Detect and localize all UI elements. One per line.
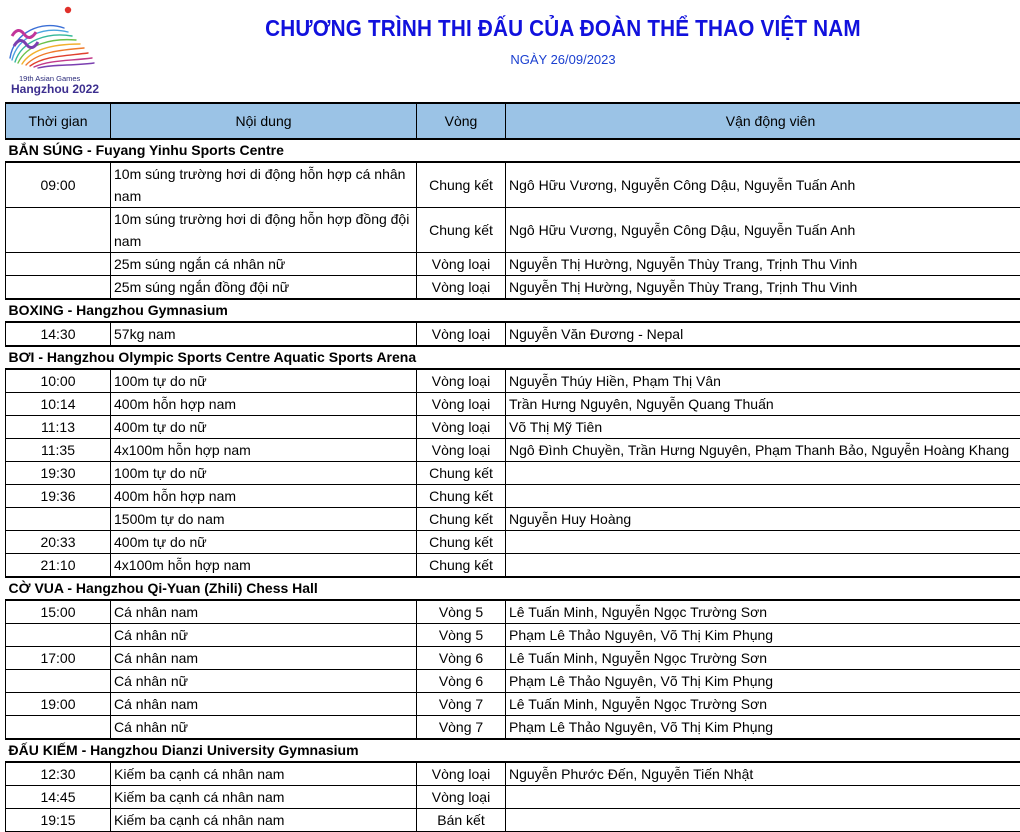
table-row bbox=[6, 716, 1020, 740]
table-row bbox=[6, 276, 1020, 300]
section-row bbox=[6, 577, 1020, 600]
table-row bbox=[6, 624, 1020, 647]
cell-round: Vòng loại bbox=[417, 276, 506, 300]
cell-time bbox=[6, 208, 111, 253]
table-row bbox=[6, 369, 1020, 393]
table-row bbox=[6, 416, 1020, 439]
section-title: ĐẤU KIẾM - Hangzhou Dianzi University Gymnasium bbox=[6, 739, 1020, 762]
cell-time bbox=[6, 670, 111, 693]
cell-time: 19:30 bbox=[6, 462, 111, 485]
cell-time: 20:33 bbox=[6, 531, 111, 554]
table-row bbox=[6, 762, 1020, 786]
table-row bbox=[6, 162, 1020, 208]
table-row bbox=[6, 693, 1020, 716]
table-row bbox=[6, 670, 1020, 693]
table-row bbox=[6, 439, 1020, 462]
cell-time: 19:15 bbox=[6, 809, 111, 832]
cell-time: 10:14 bbox=[6, 393, 111, 416]
section-row bbox=[6, 139, 1020, 162]
cell-round: Chung kết bbox=[417, 485, 506, 508]
cell-time: 14:45 bbox=[6, 786, 111, 809]
cell-event: 100m tự do nữ bbox=[111, 462, 417, 485]
cell-event: Cá nhân nữ bbox=[111, 716, 417, 740]
table-row bbox=[6, 647, 1020, 670]
table-row bbox=[6, 208, 1020, 253]
cell-athletes: Ngô Đình Chuyền, Trần Hưng Nguyên, Phạm Thanh Bảo, Nguyễn Hoàng Khang bbox=[506, 439, 1020, 462]
section-title: BẮN SÚNG - Fuyang Yinhu Sports Centre bbox=[6, 139, 1020, 162]
cell-event: 10m súng trường hơi di động hỗn hợp cá nhân nam bbox=[111, 162, 417, 208]
cell-athletes: Phạm Lê Thảo Nguyên, Võ Thị Kim Phụng bbox=[506, 624, 1020, 647]
cell-time: 10:00 bbox=[6, 369, 111, 393]
column-header-time: Thời gian bbox=[6, 103, 111, 139]
cell-athletes: Lê Tuấn Minh, Nguyễn Ngọc Trường Sơn bbox=[506, 693, 1020, 716]
cell-event: Kiếm ba cạnh cá nhân nam bbox=[111, 809, 417, 832]
cell-event: Cá nhân nữ bbox=[111, 670, 417, 693]
cell-round: Vòng 5 bbox=[417, 624, 506, 647]
cell-event: 400m tự do nữ bbox=[111, 531, 417, 554]
cell-event: Kiếm ba cạnh cá nhân nam bbox=[111, 786, 417, 809]
section-row bbox=[6, 739, 1020, 762]
cell-athletes: Ngô Hữu Vương, Nguyễn Công Dậu, Nguyễn Tuấn Anh bbox=[506, 208, 1020, 253]
cell-event: 10m súng trường hơi di động hỗn hợp đồng đội nam bbox=[111, 208, 417, 253]
table-row bbox=[6, 253, 1020, 276]
table-row bbox=[6, 531, 1020, 554]
cell-athletes: Nguyễn Thị Hường, Nguyễn Thùy Trang, Trịnh Thu Vinh bbox=[506, 253, 1020, 276]
cell-athletes bbox=[506, 809, 1020, 832]
cell-round: Vòng loại bbox=[417, 369, 506, 393]
cell-round: Vòng 6 bbox=[417, 647, 506, 670]
cell-event: 400m hỗn hợp nam bbox=[111, 485, 417, 508]
cell-event: Cá nhân nữ bbox=[111, 624, 417, 647]
cell-time: 14:30 bbox=[6, 322, 111, 346]
cell-round: Chung kết bbox=[417, 208, 506, 253]
cell-round: Vòng 5 bbox=[417, 600, 506, 624]
section-row bbox=[6, 299, 1020, 322]
cell-event: 57kg nam bbox=[111, 322, 417, 346]
cell-time: 19:36 bbox=[6, 485, 111, 508]
cell-athletes bbox=[506, 786, 1020, 809]
cell-time bbox=[6, 276, 111, 300]
logo-line-1: 19th Asian Games bbox=[19, 74, 80, 83]
cell-time bbox=[6, 253, 111, 276]
cell-event: 100m tự do nữ bbox=[111, 369, 417, 393]
section-title: BƠI - Hangzhou Olympic Sports Centre Aquatic Sports Arena bbox=[6, 346, 1020, 369]
table-row bbox=[6, 462, 1020, 485]
cell-round: Bán kết bbox=[417, 809, 506, 832]
cell-event: 1500m tự do nam bbox=[111, 508, 417, 531]
schedule-table bbox=[5, 102, 1020, 832]
cell-athletes bbox=[506, 531, 1020, 554]
cell-athletes: Phạm Lê Thảo Nguyên, Võ Thị Kim Phụng bbox=[506, 670, 1020, 693]
table-row bbox=[6, 786, 1020, 809]
cell-athletes: Nguyễn Thúy Hiền, Phạm Thị Vân bbox=[506, 369, 1020, 393]
cell-athletes: Nguyễn Văn Đương - Nepal bbox=[506, 322, 1020, 346]
cell-time: 15:00 bbox=[6, 600, 111, 624]
cell-event: 400m tự do nữ bbox=[111, 416, 417, 439]
logo-line-2: Hangzhou 2022 bbox=[11, 82, 99, 96]
cell-event: 25m súng ngắn cá nhân nữ bbox=[111, 253, 417, 276]
cell-event: Cá nhân nam bbox=[111, 693, 417, 716]
cell-round: Vòng loại bbox=[417, 762, 506, 786]
cell-time: 11:13 bbox=[6, 416, 111, 439]
cell-event: 4x100m hỗn hợp nam bbox=[111, 439, 417, 462]
cell-event: 400m hỗn hợp nam bbox=[111, 393, 417, 416]
schedule-body bbox=[6, 139, 1020, 832]
cell-round: Chung kết bbox=[417, 462, 506, 485]
cell-event: Cá nhân nam bbox=[111, 600, 417, 624]
cell-event: 4x100m hỗn hợp nam bbox=[111, 554, 417, 578]
table-row bbox=[6, 600, 1020, 624]
cell-time bbox=[6, 624, 111, 647]
cell-athletes: Phạm Lê Thảo Nguyên, Võ Thị Kim Phụng bbox=[506, 716, 1020, 740]
cell-event: Kiếm ba cạnh cá nhân nam bbox=[111, 762, 417, 786]
column-header-athletes: Vận động viên bbox=[506, 103, 1020, 139]
section-row bbox=[6, 346, 1020, 369]
table-row bbox=[6, 809, 1020, 832]
cell-athletes bbox=[506, 485, 1020, 508]
cell-round: Vòng loại bbox=[417, 393, 506, 416]
page-date: NGÀY 26/09/2023 bbox=[0, 52, 1020, 67]
cell-athletes: Nguyễn Phước Đến, Nguyễn Tiến Nhật bbox=[506, 762, 1020, 786]
cell-athletes: Lê Tuấn Minh, Nguyễn Ngọc Trường Sơn bbox=[506, 600, 1020, 624]
table-row bbox=[6, 508, 1020, 531]
cell-time: 09:00 bbox=[6, 162, 111, 208]
table-header-row bbox=[6, 103, 1020, 139]
cell-athletes: Ngô Hữu Vương, Nguyễn Công Dậu, Nguyễn Tuấn Anh bbox=[506, 162, 1020, 208]
cell-time: 19:00 bbox=[6, 693, 111, 716]
cell-athletes: Nguyễn Thị Hường, Nguyễn Thùy Trang, Trịnh Thu Vinh bbox=[506, 276, 1020, 300]
cell-athletes: Nguyễn Huy Hoàng bbox=[506, 508, 1020, 531]
cell-time: 17:00 bbox=[6, 647, 111, 670]
cell-athletes: Võ Thị Mỹ Tiên bbox=[506, 416, 1020, 439]
cell-athletes: Trần Hưng Nguyên, Nguyễn Quang Thuấn bbox=[506, 393, 1020, 416]
column-header-event: Nội dung bbox=[111, 103, 417, 139]
page-title: CHƯƠNG TRÌNH THI ĐẤU CỦA ĐOÀN THỂ THAO VIỆT NAM bbox=[56, 15, 1020, 42]
cell-athletes: Lê Tuấn Minh, Nguyễn Ngọc Trường Sơn bbox=[506, 647, 1020, 670]
cell-round: Vòng 7 bbox=[417, 716, 506, 740]
table-row bbox=[6, 554, 1020, 578]
cell-time bbox=[6, 508, 111, 531]
section-title: CỜ VUA - Hangzhou Qi-Yuan (Zhili) Chess Hall bbox=[6, 577, 1020, 600]
cell-round: Vòng loại bbox=[417, 786, 506, 809]
table-row bbox=[6, 485, 1020, 508]
table-row bbox=[6, 393, 1020, 416]
cell-round: Vòng loại bbox=[417, 253, 506, 276]
cell-round: Vòng loại bbox=[417, 322, 506, 346]
cell-round: Chung kết bbox=[417, 162, 506, 208]
cell-round: Vòng 7 bbox=[417, 693, 506, 716]
cell-round: Chung kết bbox=[417, 508, 506, 531]
column-header-round: Vòng bbox=[417, 103, 506, 139]
cell-time bbox=[6, 716, 111, 740]
section-title: BOXING - Hangzhou Gymnasium bbox=[6, 299, 1020, 322]
cell-time: 12:30 bbox=[6, 762, 111, 786]
cell-time: 21:10 bbox=[6, 554, 111, 578]
cell-time: 11:35 bbox=[6, 439, 111, 462]
cell-round: Chung kết bbox=[417, 531, 506, 554]
cell-round: Vòng 6 bbox=[417, 670, 506, 693]
cell-event: 25m súng ngắn đồng đội nữ bbox=[111, 276, 417, 300]
cell-event: Cá nhân nam bbox=[111, 647, 417, 670]
cell-round: Vòng loại bbox=[417, 416, 506, 439]
table-row bbox=[6, 322, 1020, 346]
cell-athletes bbox=[506, 554, 1020, 578]
cell-athletes bbox=[506, 462, 1020, 485]
cell-round: Chung kết bbox=[417, 554, 506, 578]
cell-round: Vòng loại bbox=[417, 439, 506, 462]
